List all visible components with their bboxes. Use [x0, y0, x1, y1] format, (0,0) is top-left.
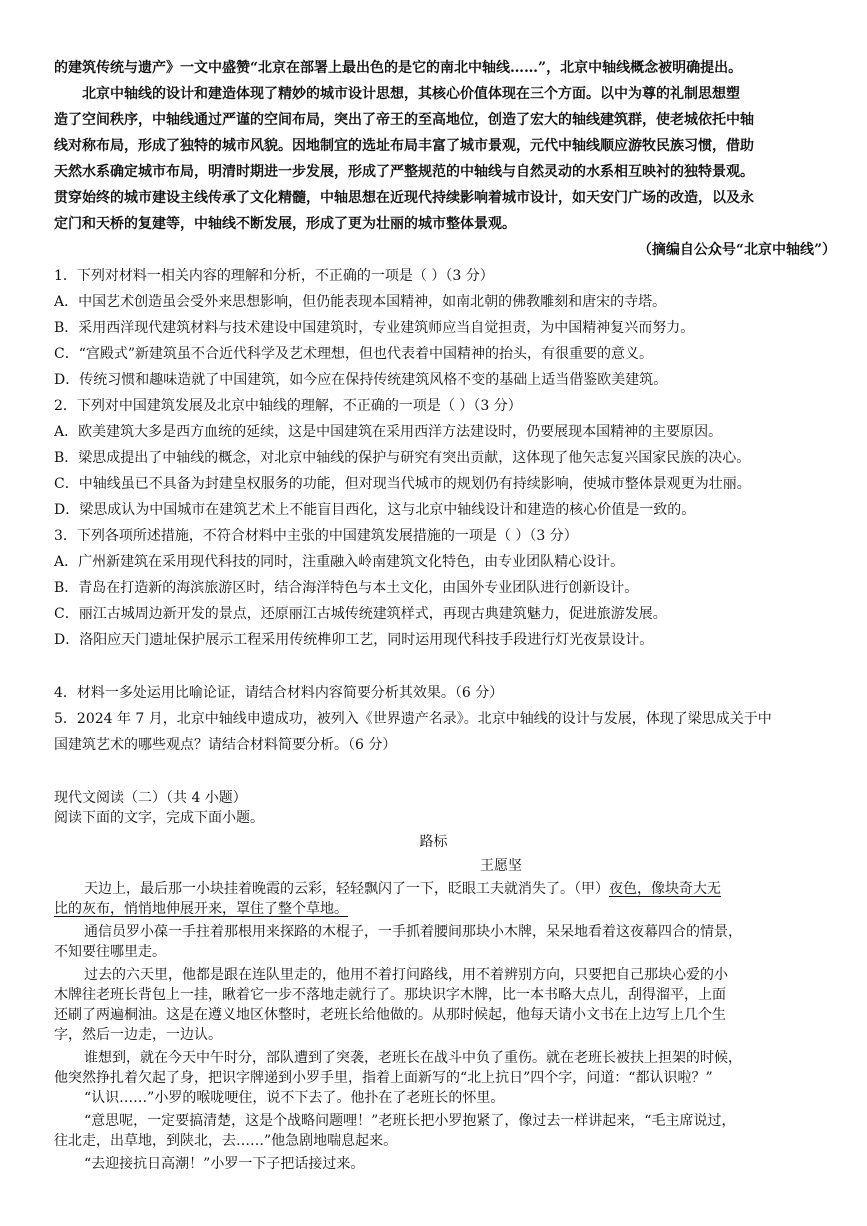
- story-line: 他突然挣扎着欠起了身，把识字牌递到小罗手里，指着上面新写的“北上抗日”四个字，问道：“都认识啦？”: [54, 1070, 713, 1086]
- question-4: 4．材料一多处运用比喻论证，请结合材料内容简要分析其效果。（6 分）: [54, 685, 504, 701]
- story-line: 字，然后一边走，一边认。: [54, 1027, 222, 1043]
- story-line: “去迎接抗日高潮！”小罗一下子把话接过来。: [84, 1156, 365, 1172]
- question-1-option-a: A．中国艺术创造虽会受外来思想影响，但仍能表现本国精神，如南北朝的佛教雕刻和唐宋的寺塔。: [54, 294, 667, 310]
- story-line: “意思呢，一定要搞清楚，这是个战略问题哩！”老班长把小罗抱紧了，像过去一样讲起来，“毛主席说过，: [84, 1113, 736, 1129]
- underlined-sentence-jia: 夜色，像块奇大无: [609, 881, 721, 897]
- passage-line: 天然水系确定城市布局，明清时期进一步发展，形成了严整规范的中轴线与自然灵动的水系相互映衬的独特景观。: [54, 164, 754, 180]
- story-text: 天边上，最后那一小块挂着晚霞的云彩，轻轻飘闪了一下，眨眼工夫就消失了。（甲）: [84, 881, 609, 897]
- passage-line: 的建筑传统与遗产》一文中盛赞“北京在部署上最出色的是它的南北中轴线……”，北京中轴线概念被明确提出。: [54, 60, 743, 76]
- story-line: “认识……”小罗的喉咙哽住，说不下去了。他扑在了老班长的怀里。: [84, 1090, 505, 1106]
- question-3-option-c: C．丽江古城周边新开发的景点，还原丽江古城传统建筑样式，再现古典建筑魅力，促进旅游发展。: [54, 606, 667, 622]
- passage-line: 定门和天桥的复建等，中轴线不断发展，形成了更为壮丽的城市整体景观。: [54, 216, 516, 232]
- story-line: [84, 879, 721, 899]
- story-line: [54, 899, 348, 919]
- story-line: 通信员罗小葆一手拄着那根用来探路的木棍子，一手抓着腰间那块小木牌，呆呆地看着这夜幕四合的情景，: [84, 924, 742, 940]
- question-1-option-b: B．采用西洋现代建筑材料与技术建设中国建筑时，专业建筑师应当自觉担责，为中国精神复兴而努力。: [54, 320, 695, 336]
- passage-line: 线对称布局，形成了独特的城市风貌。因地制宜的选址布局丰富了城市景观，元代中轴线顺应游牧民族习惯，借助: [54, 138, 754, 154]
- section-heading: 现代文阅读（二）（共 4 小题）: [54, 790, 247, 806]
- question-2-option-a: A．欧美建筑大多是西方血统的延续，这是中国建筑在采用西洋方法建设时，仍要展现本国精神的主要原因。: [54, 424, 723, 440]
- underlined-sentence-jia: 比的灰布，悄悄地伸展开来，罩住了整个草地。: [54, 901, 348, 917]
- question-2-option-c: C．中轴线虽已不具备为封建皇权服务的功能，但对现当代城市的规划仍有持续影响，使城市整体景观更为壮丽。: [54, 476, 751, 492]
- question-1-stem: 1．下列对材料一相关内容的理解和分析，不正确的一项是（ ）（3 分）: [54, 268, 494, 284]
- passage-line: 造了空间秩序，中轴线通过严谨的空间布局，突出了帝王的至高地位，创造了宏大的轴线建筑群，使老城依托中轴: [54, 112, 754, 128]
- story-line: 还刷了两遍桐油。这是在遵义地区休整时，老班长给他做的。从那时候起，他每天请小文书在上边写上几个生: [54, 1007, 726, 1023]
- question-3-option-a: A．广州新建筑在采用现代科技的同时，注重融入岭南建筑文化特色，由专业团队精心设计。: [54, 554, 625, 570]
- question-2-option-b: B．梁思成提出了中轴线的概念，对北京中轴线的保护与研究有突出贡献，这体现了他矢志复兴国家民族的决心。: [54, 450, 751, 466]
- story-line: 往北走，出草地，到陕北，去……”他急剧地喘息起来。: [54, 1133, 398, 1149]
- section-instruction: 阅读下面的文字，完成下面小题。: [54, 810, 264, 826]
- passage-line: 北京中轴线的设计和建造体现了精妙的城市设计思想，其核心价值体现在三个方面。以中为尊的礼制思想塑: [82, 86, 740, 102]
- question-1-option-d: D．传统习惯和趣味造就了中国建筑，如今应在保持传统建筑风格不变的基础上适当借鉴欧美建筑。: [54, 372, 668, 388]
- passage-line: 贯穿始终的城市建设主线传承了文化精髓，中轴思想在近现代持续影响着城市设计，如天安门广场的改造，以及永: [54, 190, 754, 206]
- story-author: 王愿坚: [480, 858, 522, 874]
- passage-source: （摘编自公众号“北京中轴线”）: [637, 242, 836, 258]
- question-2-option-d: D．梁思成认为中国城市在建筑艺术上不能盲目西化，这与北京中轴线设计和建造的核心价值是一致的。: [54, 502, 696, 518]
- question-5-line: 5．2024 年 7 月，北京中轴线申遗成功，被列入《世界遗产名录》。北京中轴线的设计与发展，体现了梁思成关于中: [54, 711, 772, 727]
- story-title: 路标: [419, 834, 448, 850]
- story-line: 过去的六天里，他都是跟在连队里走的，他用不着打问路线，用不着辨别方向，只要把自己那块心爱的小: [84, 967, 728, 983]
- story-line: 不知要往哪里走。: [54, 944, 166, 960]
- question-5-line: 国建筑艺术的哪些观点？请结合材料简要分析。（6 分）: [54, 737, 397, 753]
- question-2-stem: 2．下列对中国建筑发展及北京中轴线的理解，不正确的一项是（ ）（3 分）: [54, 398, 522, 414]
- question-3-option-b: B．青岛在打造新的海滨旅游区时，结合海洋特色与本土文化，由国外专业团队进行创新设计。: [54, 580, 639, 596]
- story-line: 木牌往老班长背包上一挂，瞅着它一步不落地走就行了。那块识字木牌，比一本书略大点儿，刮得溜平，上面: [54, 987, 726, 1003]
- story-line: 谁想到，就在今天中午时分，部队遭到了突袭，老班长在战斗中负了重伤。就在老班长被扶上担架的时候，: [84, 1050, 742, 1066]
- question-3-option-d: D．洛阳应天门遗址保护展示工程采用传统榫卯工艺，同时运用现代科技手段进行灯光夜景设计。: [54, 632, 654, 648]
- question-3-stem: 3．下列各项所述措施，不符合材料中主张的中国建筑发展措施的一项是（ ）（3 分）: [54, 528, 578, 544]
- question-1-option-c: C．“宫殿式”新建筑虽不合近代科学及艺术理想，但也代表着中国精神的抬头，有很重要的意义。: [54, 346, 654, 362]
